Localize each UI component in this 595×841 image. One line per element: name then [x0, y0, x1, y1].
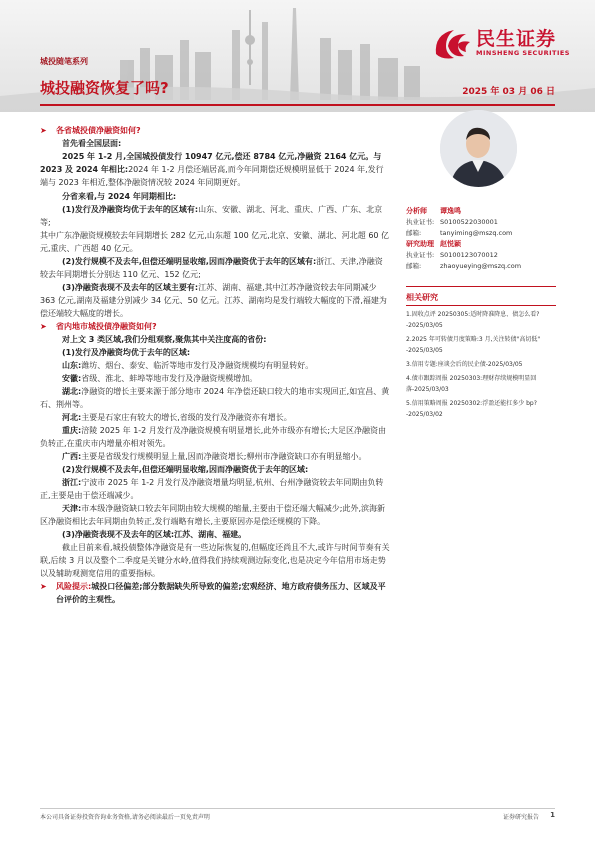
analyst-name: 谭逸鸣	[440, 207, 461, 215]
footer-report-type: 证券研究报告	[502, 814, 539, 821]
assistant-name: 赵悦颖	[440, 240, 461, 248]
header-divider	[40, 104, 555, 106]
logo-text-cn: 民生证券	[476, 28, 557, 50]
section-heading-provinces: ➤ 各省城投债净融资如何?	[40, 126, 141, 135]
subheading-group-3: (3)净融资表现不及去年的区域:江苏、湖南、福建。	[62, 530, 247, 539]
related-item[interactable]: 1.固收点评 20250305:适时降准降息、债怎么看? -2025/03/05	[406, 311, 540, 329]
report-body	[40, 124, 390, 606]
paragraph-guangxi: 广西:主要是省级发行规模明显上量,因而净融资增长;柳州市净融资缺口亦有明显缩小。	[62, 452, 367, 461]
sidebar-divider	[406, 286, 556, 287]
subheading-focus: 对上文 3 类区域,我们分组观察,聚焦其中关注度高的省份:	[62, 335, 267, 344]
analyst-cert: S0100522030001	[440, 218, 498, 226]
paragraph-group-1-detail: 其中广东净融资规模较去年同期增长 282 亿元,山东超 100 亿元,北京、安徽、湖北、河北超 60 亿元,重庆、广西超 40 亿元。	[40, 231, 390, 253]
assistant-cert: S0100123070012	[440, 251, 498, 259]
paragraph-national: 2025 年 1-2 月,全国城投债发行 10947 亿元,偿还 8784 亿元,净融资 2164 亿元。与 2023 及 2024 年相比:2024 年 1-2 月偿还端居高,而今年同期偿还规模明显低于 2024 年,发行端与 2023 年相近,整体净融资情况较 2024 年同期更好。	[40, 152, 384, 187]
analyst-photo	[440, 110, 517, 187]
arrow-right-icon: ➤	[40, 322, 47, 331]
report-series: 城投随笔系列	[40, 57, 88, 66]
report-date: 2025 年 03 月 06 日	[462, 87, 555, 97]
risk-warning: ➤ 风险提示:城投口径偏差;部分数据缺失所导致的偏差;宏观经济、地方政府债务压力、区域及平台评价的主观性。	[40, 582, 386, 604]
paragraph-conclusion: 截止目前来看,城投债整体净融资是有一些边际恢复的,但幅度还尚且不大,或许与时间节奏有关联,后续 3 月以及整个二季度是关键分水岭,值得我们持续观测边际变化,也是决定今年信用市场走势以及辅助观测宽信用的重要指标。	[40, 543, 390, 578]
related-item[interactable]: 5.信用策略周报 20250302:浮盈还能扛多少 bp? -2025/03/02	[406, 400, 537, 418]
page-header	[0, 0, 595, 112]
analyst-portrait-image	[440, 110, 517, 187]
page-number: 1	[550, 811, 555, 819]
paragraph-zhejiang: 浙江:宁波市 2025 年 1-2 月发行及净融资增量均明显,杭州、台州净融资较去年同期由负转正,主要是由于偿还端减少。	[40, 478, 384, 500]
arrow-right-icon: ➤	[40, 582, 47, 591]
related-research-list	[406, 309, 556, 423]
subheading-group-2: (2)发行规模不及去年,但偿还端明显收缩,因而净融资优于去年的区域:	[62, 465, 309, 474]
paragraph-group-3: (3)净融资表现不及去年的区域主要有:江苏、湖南、福建,其中江苏净融资较去年同期减少 363 亿元,湖南及福建分别减少 34 亿元、50 亿元。江苏、湖南均是发行端较大幅度的下滑,福建为偿还端较大幅度的增长。	[40, 283, 387, 318]
arrow-right-icon: ➤	[40, 126, 47, 135]
report-title: 城投融资恢复了吗?	[40, 79, 169, 97]
analyst-info: 分析师 谭逸鸣 执业证书: S0100522030001 邮箱: tanyiming@mszq.com 研究助理 赵悦颖 执业证书: S0100123070012 邮箱: zhaoyueying@mszq.com	[406, 207, 522, 270]
related-divider	[406, 305, 556, 306]
related-item[interactable]: 4.债市跟踪周报 20250303:理财存续规模明显回落-2025/03/03	[406, 375, 537, 393]
section-heading-cities: ➤ 省内地市城投债净融资如何?	[40, 322, 157, 331]
paragraph-anhui: 安徽:省级、淮北、蚌埠等地市发行及净融资规模增加。	[62, 374, 258, 383]
assistant-email[interactable]: zhaoyueying@mszq.com	[440, 262, 522, 270]
paragraph-shandong: 山东:潍坊、烟台、泰安、临沂等地市发行及净融资规模均有明显转好。	[62, 361, 314, 370]
subheading-by-province: 分省来看,与 2024 年同期相比:	[62, 192, 177, 201]
paragraph-tianjin: 天津:市本级净融资缺口较去年同期由较大规模的缩量,主要由于偿还端大幅减少;此外,滨海新区净融资相比去年同期由负转正,发行端略有增长,主要原因亦是偿还规模的下降。	[40, 504, 385, 526]
assistant-role: 研究助理	[406, 240, 434, 248]
footer-disclaimer: 本公司具备证券投资咨询业务资格,请务必阅读最后一页免责声明	[40, 814, 210, 821]
subheading-national: 首先看全国层面:	[62, 139, 122, 148]
logo-text-en: MINSHENG SECURITIES	[476, 49, 570, 57]
related-item[interactable]: 3.信用专题:座谈会后的民企债-2025/03/05	[406, 361, 523, 368]
paragraph-group-2: (2)发行规模不及去年,但偿还端明显收缩,因而净融资优于去年的区域有:浙江、天津,净融资较去年同期增长分别达 110 亿元、152 亿元;	[40, 257, 383, 279]
related-research-title: 相关研究	[406, 293, 438, 302]
analyst-email[interactable]: tanyiming@mszq.com	[440, 229, 513, 237]
analyst-role: 分析师	[406, 207, 427, 215]
paragraph-hebei: 河北:主要是石家庄有较大的增长,省级的发行及净融资亦有增长。	[62, 413, 292, 422]
paragraph-group-1: (1)发行及净融资均优于去年的区域有:山东、安徽、湖北、河北、重庆、广西、广东、北京等;	[40, 205, 383, 227]
paragraph-hubei: 湖北:净融资的增长主要来源于部分地市 2024 年净偿还缺口较大的地市实现回正,如宜昌、黄石、荆州等。	[40, 387, 390, 409]
paragraph-chongqing: 重庆:涪陵 2025 年 1-2 月发行及净融资规模有明显增长,此外市级亦有增长;大足区净融资由负转正,在重庆市内增量亦相对领先。	[40, 426, 387, 448]
footer-divider	[40, 808, 555, 809]
minsheng-logo	[432, 24, 582, 64]
minsheng-logo-icon	[432, 24, 472, 62]
subheading-group-1: (1)发行及净融资均优于去年的区域:	[62, 348, 191, 357]
related-item[interactable]: 2.2025 年可转债月度策略:3 月,关注转债"高切低" -2025/03/05	[406, 336, 541, 354]
